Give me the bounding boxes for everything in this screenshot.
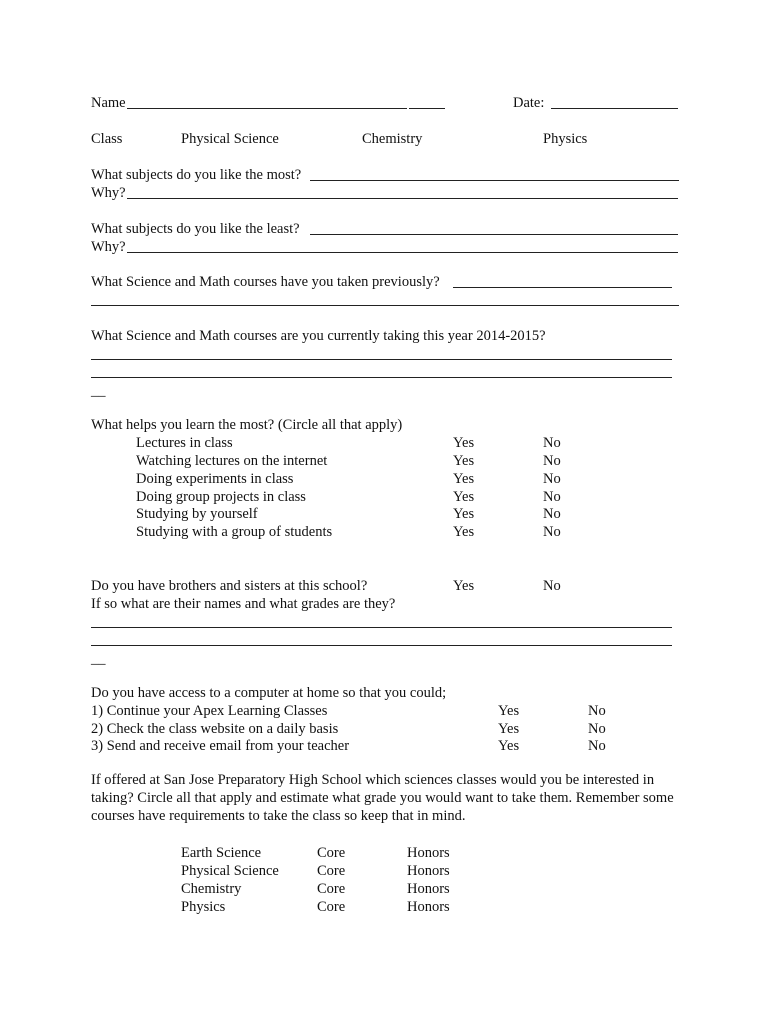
class-option-chemistry[interactable]: Chemistry xyxy=(362,131,423,147)
learning-no-option[interactable]: No xyxy=(543,506,561,522)
computer-item: 3) Send and receive email from your teacher xyxy=(91,738,350,754)
date-line[interactable] xyxy=(551,108,678,109)
siblings-no-option[interactable]: No xyxy=(543,578,561,594)
class-option-physical-science[interactable]: Physical Science xyxy=(181,131,279,147)
like-least-question: What subjects do you like the least? xyxy=(91,221,300,237)
learning-no-option[interactable]: No xyxy=(543,435,561,451)
learning-no-option[interactable]: No xyxy=(543,489,561,505)
learning-question: What helps you learn the most? (Circle all that apply) xyxy=(91,417,403,433)
like-least-why-label: Why? xyxy=(91,239,126,255)
learning-no-option[interactable]: No xyxy=(543,524,561,540)
like-most-why-label: Why? xyxy=(91,185,126,201)
learning-yes-option[interactable]: Yes xyxy=(453,435,475,451)
name-line[interactable] xyxy=(127,108,407,109)
siblings-question: Do you have brothers and sisters at this school? xyxy=(91,578,368,594)
computer-yes-option[interactable]: Yes xyxy=(498,703,520,719)
siblings-dash: __ xyxy=(91,651,106,667)
taken-previously-line-2[interactable] xyxy=(91,305,679,306)
computer-question: Do you have access to a computer at home so that you could; xyxy=(91,685,447,701)
computer-no-option[interactable]: No xyxy=(588,721,606,737)
learning-yes-option[interactable]: Yes xyxy=(453,453,475,469)
learning-no-option[interactable]: No xyxy=(543,453,561,469)
like-most-line[interactable] xyxy=(310,180,679,181)
computer-item: 1) Continue your Apex Learning Classes xyxy=(91,703,328,719)
like-most-why-line[interactable] xyxy=(127,198,678,199)
course-honors-option[interactable]: Honors xyxy=(407,845,450,861)
courses-paragraph: If offered at San Jose Preparatory High School which sciences classes would you be interested in taking? Circle all that apply and estimate what grade you would want to take them. Remember some courses have requirements to take the class so keep that in mind. xyxy=(91,772,674,824)
computer-yes-option[interactable]: Yes xyxy=(498,738,520,754)
course-core-option[interactable]: Core xyxy=(317,863,346,879)
taken-previously-question: What Science and Math courses have you taken previously? xyxy=(91,274,440,290)
computer-no-option[interactable]: No xyxy=(588,703,606,719)
siblings-yes-option[interactable]: Yes xyxy=(453,578,475,594)
course-honors-option[interactable]: Honors xyxy=(407,881,450,897)
computer-item: 2) Check the class website on a daily basis xyxy=(91,721,339,737)
class-option-physics[interactable]: Physics xyxy=(543,131,588,147)
course-name: Physics xyxy=(181,899,226,915)
name-line-extension[interactable] xyxy=(409,108,445,109)
learning-yes-option[interactable]: Yes xyxy=(453,506,475,522)
course-core-option[interactable]: Core xyxy=(317,845,346,861)
course-name: Earth Science xyxy=(181,845,262,861)
course-name: Chemistry xyxy=(181,881,242,897)
computer-no-option[interactable]: No xyxy=(588,738,606,754)
learning-item: Studying with a group of students xyxy=(136,524,333,540)
currently-taking-line-1[interactable] xyxy=(91,359,672,360)
siblings-line-1[interactable] xyxy=(91,627,672,628)
class-label: Class xyxy=(91,131,123,147)
currently-taking-question: What Science and Math courses are you currently taking this year 2014-2015? xyxy=(91,328,546,344)
like-most-question: What subjects do you like the most? xyxy=(91,167,302,183)
siblings-line-2[interactable] xyxy=(91,645,672,646)
name-label: Name xyxy=(91,95,126,111)
like-least-line[interactable] xyxy=(310,234,678,235)
date-label: Date: xyxy=(513,95,545,111)
learning-item: Lectures in class xyxy=(136,435,233,451)
learning-item: Watching lectures on the internet xyxy=(136,453,328,469)
learning-yes-option[interactable]: Yes xyxy=(453,489,475,505)
learning-yes-option[interactable]: Yes xyxy=(453,471,475,487)
learning-yes-option[interactable]: Yes xyxy=(453,524,475,540)
siblings-followup: If so what are their names and what grades are they? xyxy=(91,596,396,612)
learning-item: Studying by yourself xyxy=(136,506,258,522)
course-core-option[interactable]: Core xyxy=(317,881,346,897)
course-name: Physical Science xyxy=(181,863,279,879)
learning-item: Doing group projects in class xyxy=(136,489,306,505)
course-core-option[interactable]: Core xyxy=(317,899,346,915)
currently-taking-line-2[interactable] xyxy=(91,377,672,378)
currently-taking-dash: __ xyxy=(91,383,106,399)
course-honors-option[interactable]: Honors xyxy=(407,863,450,879)
learning-item: Doing experiments in class xyxy=(136,471,294,487)
like-least-why-line[interactable] xyxy=(127,252,678,253)
taken-previously-line[interactable] xyxy=(453,287,672,288)
computer-yes-option[interactable]: Yes xyxy=(498,721,520,737)
learning-no-option[interactable]: No xyxy=(543,471,561,487)
course-honors-option[interactable]: Honors xyxy=(407,899,450,915)
